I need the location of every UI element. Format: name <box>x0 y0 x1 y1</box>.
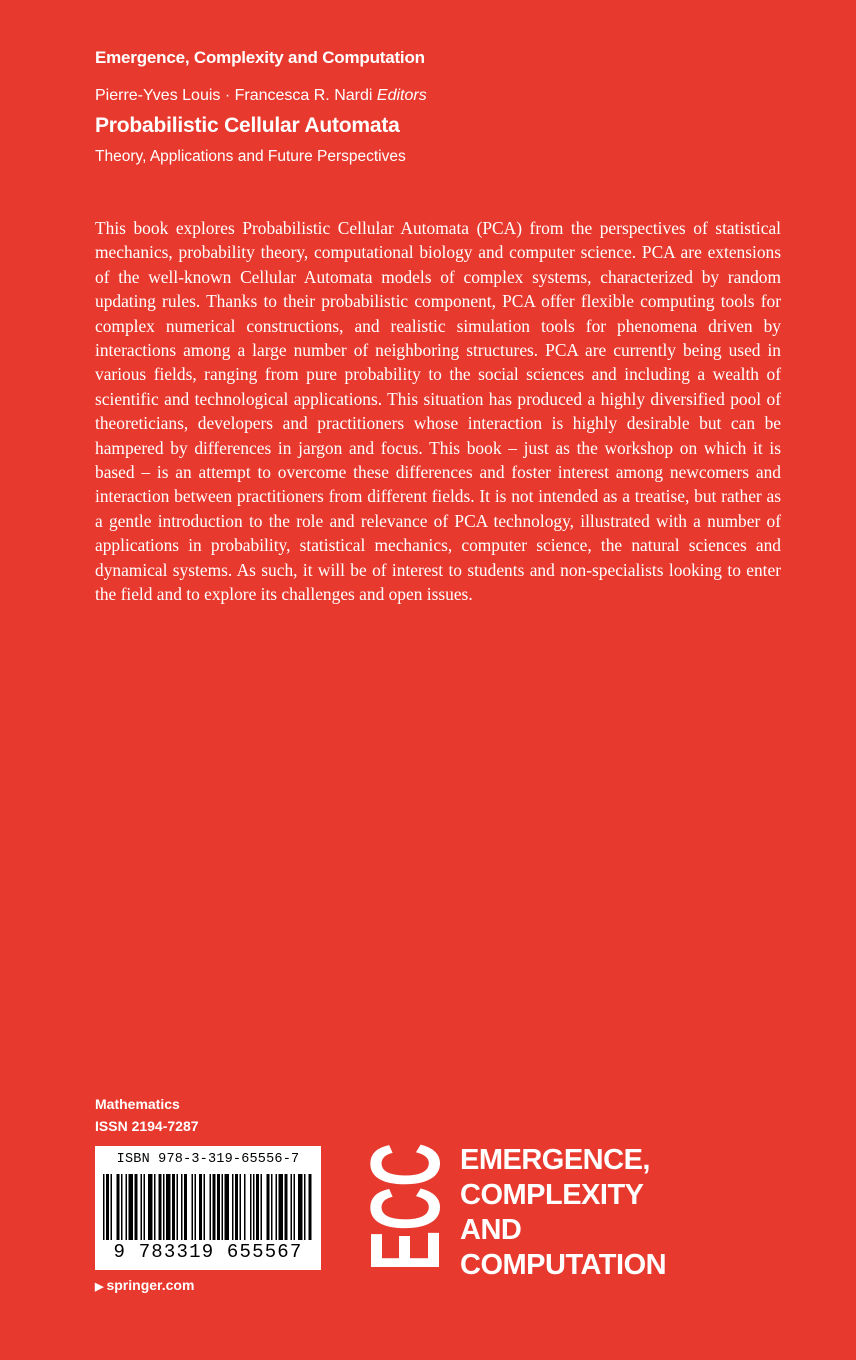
barcode-bar <box>192 1174 194 1240</box>
barcode-bar <box>291 1174 293 1240</box>
barcode-bar <box>217 1174 220 1240</box>
barcode-bar <box>111 1174 113 1240</box>
barcode-bar <box>163 1174 165 1240</box>
logo-line-2: COMPLEXITY <box>460 1179 644 1211</box>
barcode <box>95 1146 321 1270</box>
barcode-bar <box>285 1174 288 1240</box>
barcode-bar <box>250 1174 252 1240</box>
barcode-bar <box>256 1174 259 1240</box>
ecc-logo-wordmark <box>460 1143 666 1283</box>
book-title: Probabilistic Cellular Automata <box>95 114 400 137</box>
barcode-bar <box>304 1174 306 1240</box>
barcode-bar <box>279 1174 284 1240</box>
logo-line-1: EMERGENCE, <box>460 1144 650 1176</box>
editor-names: Pierre-Yves Louis · Francesca R. Nardi <box>95 87 373 104</box>
barcode-bar <box>210 1174 212 1240</box>
barcode-bar <box>253 1174 255 1240</box>
subject-category: Mathematics <box>95 1096 180 1112</box>
barcode-bar <box>154 1174 156 1240</box>
barcode-bar <box>172 1174 175 1240</box>
barcode-bar <box>106 1174 109 1240</box>
book-description: This book explores Probabilistic Cellular Automata (PCA) from the perspectives of statistical mechanics, probability theory, computational biology and computer science. PCA are extensions of the well-known Cellular Automata models of complex systems, characterized by random updating rules. Thanks to their probabilistic component, PCA offer flexible computing tools for complex numerical constructions, and realistic simulation tools for phenomena driven by interactions among a large number of neighboring structures. PCA are currently being used in various fields, ranging from pure probability to the social sciences and including a wealth of scientific and technological applications. This situation has produced a highly diversified pool of theoreticians, developers and practitioners whose interaction is highly desirable but can be hampered by differences in jargon and focus. This book – just as the workshop on which it is based – is an attempt to overcome these differences and foster interest among newcomers and interaction between practitioners from different fields. It is not intended as a treatise, but rather as a gentle introduction to the role and relevance of PCA technology, illustrated with a number of applications in probability, statistical mechanics, computer science, the natural sciences and dynamical systems. As such, it will be of interest to students and non-specialists looking to enter the field and to explore its challenges and open issues. <box>95 218 781 605</box>
barcode-bar <box>181 1174 183 1240</box>
ecc-mark-text: ECC <box>350 1064 460 1271</box>
barcode-bar <box>148 1174 153 1240</box>
website-link[interactable] <box>95 1277 194 1293</box>
barcode-bar <box>222 1174 224 1240</box>
ecc-logo-mark <box>350 1064 460 1276</box>
barcode-bar <box>261 1174 263 1240</box>
barcode-bar <box>121 1174 123 1240</box>
barcode-bar <box>135 1174 138 1240</box>
isbn-label: ISBN 978-3-319-65556-7 <box>116 1152 300 1167</box>
barcode-bar <box>195 1174 197 1240</box>
barcode-bar <box>144 1174 146 1240</box>
barcode-bar <box>235 1174 238 1240</box>
barcode-bar <box>103 1174 105 1240</box>
series-title: Emergence, Complexity and Computation <box>95 48 425 67</box>
logo-line-4: COMPUTATION <box>460 1249 667 1281</box>
barcode-bar <box>225 1174 230 1240</box>
barcode-bar <box>240 1174 242 1240</box>
barcode-bar <box>298 1174 303 1240</box>
barcode-digits: 9 783319 655567 <box>113 1241 303 1263</box>
barcode-bar <box>184 1174 187 1240</box>
barcode-bar <box>267 1174 270 1240</box>
barcode-bar <box>294 1174 296 1240</box>
barcode-bars <box>103 1174 313 1240</box>
barcode-bar <box>271 1174 273 1240</box>
barcode-bar <box>232 1174 234 1240</box>
barcode-bar <box>177 1174 179 1240</box>
barcode-bar <box>126 1174 128 1240</box>
website-label: springer.com <box>106 1277 195 1293</box>
barcode-bar <box>117 1174 120 1240</box>
barcode-bar <box>213 1174 216 1240</box>
barcode-bar <box>204 1174 206 1240</box>
barcode-bar <box>159 1174 162 1240</box>
editors-line <box>95 87 427 105</box>
book-subtitle: Theory, Applications and Future Perspectives <box>95 148 406 165</box>
barcode-bar <box>141 1174 143 1240</box>
barcode-bar <box>199 1174 202 1240</box>
barcode-bar <box>129 1174 134 1240</box>
issn: ISSN 2194-7287 <box>95 1118 199 1134</box>
barcode-bar <box>309 1174 312 1240</box>
barcode-bar <box>166 1174 171 1240</box>
editors-role: Editors <box>376 87 427 104</box>
barcode-bar <box>276 1174 278 1240</box>
triangle-right-icon: ▶ <box>95 1281 104 1293</box>
barcode-bar <box>244 1174 246 1240</box>
logo-line-3: AND <box>460 1214 522 1246</box>
